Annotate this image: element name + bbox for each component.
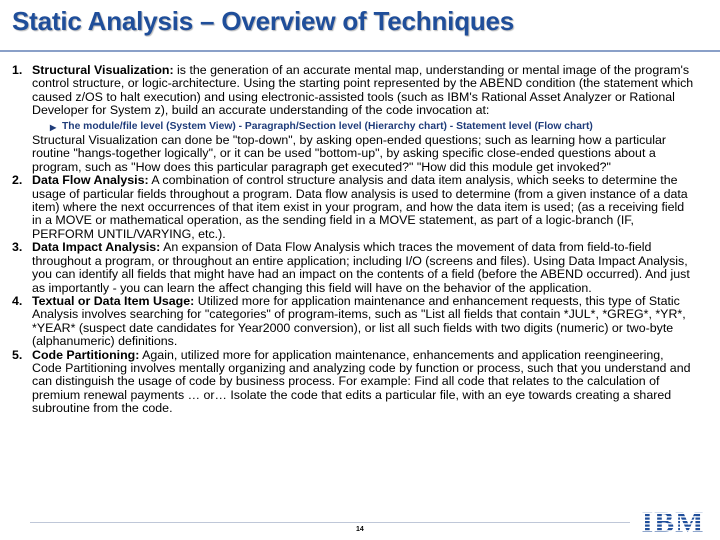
item-number: 1.	[12, 63, 23, 77]
triangle-bullet-icon: ▶	[50, 122, 57, 132]
ibm-logo	[637, 507, 709, 535]
item-heading: Textual or Data Item Usage:	[32, 293, 195, 308]
title-divider	[0, 50, 720, 52]
list-item-data-impact-analysis	[12, 241, 696, 295]
item-text: An expansion of Data Flow Analysis which traces the movement of data from field-to-field throughout a program, or throughout an entire application; including I/O (screens and files). Using Data Impact Analysis, you can identify all fields that might have had an impact on the contents of a field (before the ABEND occurred). And just as importantly - you can learn the affect changing this field will have on the behavior of the application.	[32, 240, 690, 295]
slide-body	[12, 64, 696, 416]
list-item-structural-visualization	[12, 64, 696, 118]
list-item-textual-data-item-usage	[12, 295, 696, 349]
item-heading: Structural Visualization:	[32, 63, 174, 77]
item-text: Again, utilized more for application maintenance, enhancements and application reengineering, Code Partitioning involves mentally organizing and analyzing code by function or process, such that you understand and can distinguish the usage of code by business process. For example: Find all code that relates to the calculation of premium renewal payments … or… Isolate the code that edits a particular file, with an eye towards creating a shared subroutine from the code.	[32, 347, 691, 416]
list-item-code-partitioning	[12, 349, 696, 416]
item-number: 5.	[12, 347, 23, 362]
item-continuation: Structural Visualization can done be "top-down", by asking open-ended questions; such as learning how a particular routine "hangs-together logically", or it can be used "bottom-up", by asking specific close-ended questions about a program, such as "How does this particular paragraph get executed?" "How did this module get invoked?"	[32, 133, 666, 174]
item-number: 2.	[12, 173, 23, 188]
page-number: 14	[356, 526, 364, 533]
item-number: 4.	[12, 293, 23, 308]
item-number: 3.	[12, 240, 23, 255]
item-heading: Data Flow Analysis:	[32, 173, 149, 188]
sub-bullet-text: The module/file level (System View) - Paragraph/Section level (Hierarchy chart) - Statement level (Flow chart)	[62, 120, 593, 132]
item-text: Utilized more for application maintenance and enhancement requests, this type of Static Analysis involves searching for "categories" of program-items, such as "List all fields that contain *JUL*, *GREG*, *YR*, *YEAR* (suspect date candidates for Year2000 conversion), or list all such fields with two digits (numeric) or two-byte (alphanumeric) definitions.	[32, 293, 686, 349]
item-text: A combination of control structure analysis and data item analysis, which seeks to determine the usage of particular fields throughout a program. Data flow analysis is used to determine (from a given instance of a data item) where the next occurrences of that item exist in your program, and how the data item is used; (as a receiving field in a MOVE or mathematical operation, as the sending field in a MOVE statement, as part of a logic-branch (IF, PERFORM UNTIL/VARYING, etc.).	[32, 173, 688, 241]
slide-title: Static Analysis – Overview of Techniques	[12, 6, 515, 36]
item-text: is the generation of an accurate mental map, understanding or mental image of the program's control structure, or logic-architecture. Using the starting point represented by the ABEND condition (the statement which caused z/OS to halt execution) and using electronic-assisted tools (such as IBM's Rational Asset Analyzer or Rational Developer for System z), build an accurate understanding of the code invocation at:	[32, 63, 694, 118]
footer-divider	[30, 522, 630, 523]
list-item-data-flow-analysis	[12, 174, 696, 241]
item-heading: Code Partitioning:	[32, 347, 140, 362]
ibm-logo-text: IBM	[641, 507, 705, 535]
sub-bullet	[12, 120, 696, 133]
item-heading: Data Impact Analysis:	[32, 240, 161, 255]
